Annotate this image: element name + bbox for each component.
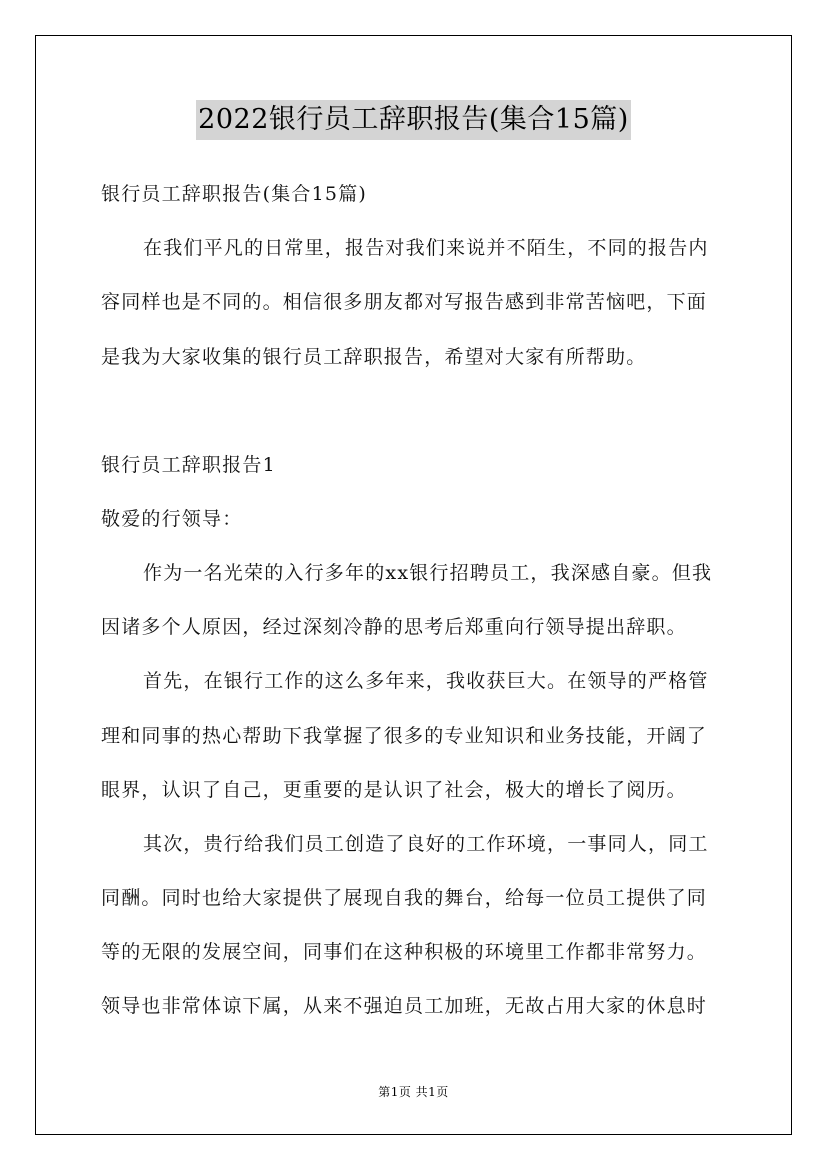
intro-paragraph-line: 容同样也是不同的。相信很多朋友都对写报告感到非常苦恼吧，下面: [101, 291, 708, 314]
subtitle-line: 银行员工辞职报告(集合15篇): [101, 183, 368, 205]
section-heading: 银行员工辞职报告1: [101, 453, 276, 476]
document-title: 2022银行员工辞职报告(集合15篇): [196, 100, 631, 140]
intro-paragraph-line: 是我为大家收集的银行员工辞职报告，希望对大家有所帮助。: [101, 345, 647, 368]
body-paragraph-line: 理和同事的热心帮助下我掌握了很多的专业知识和业务技能，开阔了: [101, 724, 708, 747]
body-paragraph-line: 首先，在银行工作的这么多年来，我收获巨大。在领导的严格管: [143, 670, 709, 693]
body-paragraph-line: 等的无限的发展空间，同事们在这种积极的环境里工作都非常努力。: [101, 941, 708, 964]
intro-paragraph-line: 在我们平凡的日常里，报告对我们来说并不陌生，不同的报告内: [143, 237, 709, 260]
body-paragraph-line: 同酬。同时也给大家提供了展现自我的舞台，给每一位员工提供了同: [101, 887, 708, 910]
salutation: 敬爱的行领导：: [101, 507, 243, 530]
body-paragraph-line: 眼界，认识了自己，更重要的是认识了社会，极大的增长了阅历。: [101, 778, 687, 801]
page-number: 第1页 共1页: [378, 1085, 449, 1099]
title-container: [0, 100, 827, 140]
body-paragraph-line: 其次，贵行给我们员工创造了良好的工作环境，一事同人，同工: [143, 832, 709, 855]
body-paragraph-line: 领导也非常体谅下属，从来不强迫员工加班，无故占用大家的休息时: [101, 995, 708, 1018]
body-paragraph-line: 作为一名光荣的入行多年的xx银行招聘员工，我深感自豪。但我: [143, 561, 713, 584]
body-paragraph-line: 因诸多个人原因，经过深刻冷静的思考后郑重向行领导提出辞职。: [101, 616, 687, 639]
document-body: [101, 172, 727, 1039]
